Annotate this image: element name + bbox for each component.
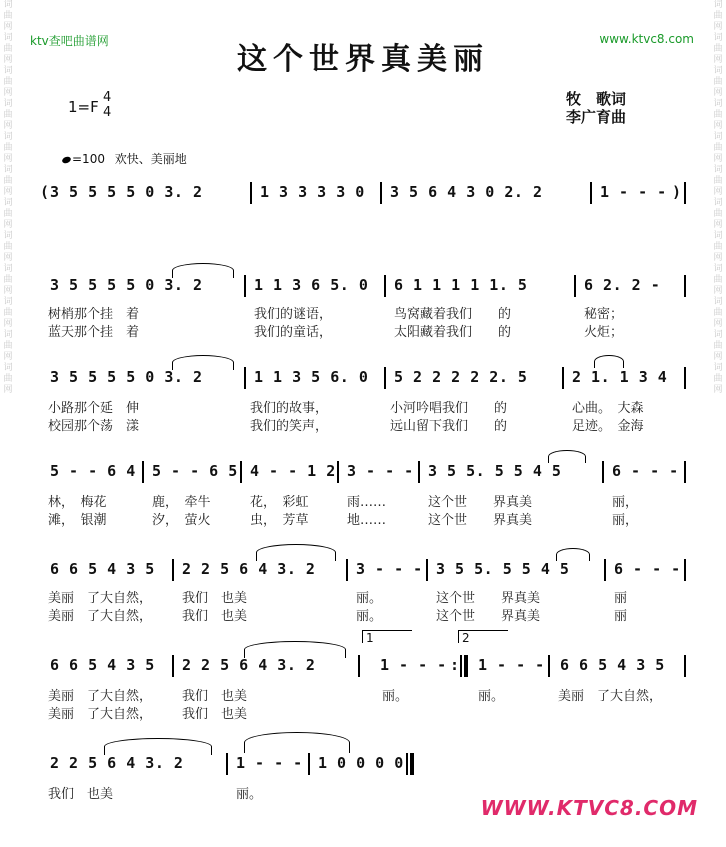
barline <box>562 367 564 389</box>
lyric: 校园那个荡 漾 <box>48 419 140 434</box>
final-barline <box>410 753 414 775</box>
lyric: 这个世 界真美 <box>436 609 541 624</box>
lyric: 丽 <box>614 609 628 624</box>
lyric: 虫， 芳草 <box>250 513 309 528</box>
barline <box>684 182 686 204</box>
measure: 5 - - 6 4 <box>50 462 136 480</box>
barline <box>590 182 592 204</box>
lyric: 我们 也美 <box>182 689 248 704</box>
barline <box>602 461 604 483</box>
measure: 6 6 5 4 3 5 <box>560 656 665 674</box>
lyricist: 牧 歌词 <box>566 90 627 108</box>
lyric: 秘密； <box>584 307 624 322</box>
barline <box>684 275 686 297</box>
barline <box>346 559 348 581</box>
intro-measure: 1 3 3 3 3 0 <box>260 183 365 201</box>
barline <box>418 461 420 483</box>
measure: 1 0 0 0 0 <box>318 754 404 772</box>
meter-top: 4 <box>103 90 112 105</box>
lyric: 丽。 <box>356 609 383 624</box>
meter-bottom: 4 <box>103 105 112 120</box>
barline <box>358 655 360 677</box>
lyric: 美丽 了大自然， <box>48 609 153 624</box>
slur <box>244 732 350 753</box>
credits <box>566 90 626 126</box>
lyric: 我们的故事， <box>250 401 329 416</box>
repeat-barline <box>464 655 468 677</box>
barline <box>380 182 382 204</box>
lyric: 太阳藏着我们 的 <box>394 325 512 340</box>
measure: 1 - - - <box>478 656 545 674</box>
measure: 6 6 5 4 3 5 <box>50 656 155 674</box>
measure: 3 5 5. 5 5 4 5 <box>436 560 570 578</box>
slur <box>594 355 624 368</box>
lyric: 滩， 银潮 <box>48 513 107 528</box>
lyric: 这个世 界真美 <box>428 513 533 528</box>
lyric: 美丽 了大自然， <box>48 707 153 722</box>
tempo-value: =100 <box>72 152 105 166</box>
site-url-right[interactable]: www.ktvc8.com <box>599 32 694 46</box>
measure: 3 - - - <box>347 462 414 480</box>
barline <box>684 367 686 389</box>
measure: 3 5 5 5 5 0 3. 2 <box>50 368 203 386</box>
barline <box>548 655 550 677</box>
barline <box>244 275 246 297</box>
lyric: 丽。 <box>356 591 383 606</box>
lyric: 美丽 了大自然， <box>48 689 153 704</box>
barline <box>384 367 386 389</box>
barline <box>406 753 408 775</box>
barline <box>574 275 576 297</box>
lyric: 地…… <box>347 513 387 528</box>
expression: 欢快、美丽地 <box>114 152 187 166</box>
lyric: 这个世 界真美 <box>436 591 541 606</box>
measure: 1 1 3 6 5. 0 <box>254 276 369 294</box>
barline <box>240 461 242 483</box>
lyric: 远山留下我们 的 <box>390 419 508 434</box>
right-watermark-strip: 词曲网词曲网词曲网词曲网词曲网词曲网词曲网词曲网词曲网词曲网词曲网词曲网 <box>713 0 723 395</box>
lyric: 树梢那个挂 着 <box>48 307 140 322</box>
lyric: 小河吟唱我们 的 <box>390 401 508 416</box>
measure: 6 1 1 1 1 1. 5 <box>394 276 528 294</box>
intro-open-paren: ( <box>40 183 50 201</box>
lyric: 丽 <box>614 591 628 606</box>
intro-measure: 1 - - - <box>600 183 667 201</box>
lyric: 火炬； <box>584 325 624 340</box>
tempo-marking <box>62 150 187 167</box>
measure: 1 - - - <box>236 754 303 772</box>
intro-measure: 3 5 5 5 5 0 3. 2 <box>50 183 203 201</box>
measure: 2 2 5 6 4 3. 2 <box>50 754 184 772</box>
lyric: 丽。 <box>236 787 263 802</box>
barline <box>684 655 686 677</box>
key-signature: 1=F <box>68 98 99 116</box>
lyric: 汐， 萤火 <box>152 513 211 528</box>
site-name-left[interactable]: ktv查吧曲谱网 <box>30 34 109 48</box>
barline <box>604 559 606 581</box>
measure: 4 - - 1 2 <box>250 462 336 480</box>
lyric: 花， 彩虹 <box>250 495 309 510</box>
measure: 3 - - - <box>356 560 423 578</box>
barline <box>460 655 462 677</box>
lyric: 我们 也美 <box>48 787 114 802</box>
repeat-dots: : <box>450 656 460 674</box>
composer: 李广育曲 <box>566 108 627 126</box>
measure: 5 - - 6 5 <box>152 462 238 480</box>
barline <box>337 461 339 483</box>
barline <box>684 461 686 483</box>
quarter-note-icon <box>61 156 72 165</box>
measure: 6 6 5 4 3 5 <box>50 560 155 578</box>
lyric: 小路那个延 伸 <box>48 401 140 416</box>
lyric: 鸟窝藏着我们 的 <box>394 307 512 322</box>
barline <box>384 275 386 297</box>
measure: 2 1. 1 3 4 <box>572 368 668 386</box>
barline <box>684 559 686 581</box>
measure: 1 1 3 5 6. 0 <box>254 368 369 386</box>
slur <box>104 738 212 755</box>
lyric: 我们 也美 <box>182 707 248 722</box>
lyric: 我们的谜语， <box>254 307 333 322</box>
lyric: 我们 也美 <box>182 609 248 624</box>
lyric: 美丽 了大自然， <box>48 591 153 606</box>
barline <box>426 559 428 581</box>
measure: 6 - - - <box>612 462 679 480</box>
lyric: 足迹。 金海 <box>572 419 644 434</box>
lyric: 这个世 界真美 <box>428 495 533 510</box>
measure: 2 2 5 6 4 3. 2 <box>182 656 316 674</box>
barline <box>172 559 174 581</box>
lyric: 蓝天那个挂 着 <box>48 325 140 340</box>
intro-measure: 3 5 6 4 3 0 2. 2 <box>390 183 543 201</box>
time-signature <box>103 90 111 120</box>
volta-2: 2 <box>458 630 508 643</box>
lyric: 林， 梅花 <box>48 495 107 510</box>
measure: 6 - - - <box>614 560 681 578</box>
measure: 6 2. 2 - <box>584 276 661 294</box>
left-watermark-strip: 词曲网词曲网词曲网词曲网词曲网词曲网词曲网词曲网词曲网词曲网词曲网词曲网 <box>3 0 13 395</box>
barline <box>308 753 310 775</box>
lyric: 丽。 <box>478 689 505 704</box>
volta-1: 1 <box>362 630 412 643</box>
lyric: 美丽 了大自然， <box>558 689 663 704</box>
barline <box>226 753 228 775</box>
barline <box>250 182 252 204</box>
lyric: 我们的笑声， <box>250 419 329 434</box>
barline <box>142 461 144 483</box>
lyric: 雨…… <box>347 495 387 510</box>
measure: 3 5 5 5 5 0 3. 2 <box>50 276 203 294</box>
song-title: 这个世界真美丽 <box>237 42 489 77</box>
lyric: 丽。 <box>382 689 409 704</box>
lyric: 我们的童话， <box>254 325 333 340</box>
barline <box>172 655 174 677</box>
measure: 1 - - - <box>380 656 447 674</box>
measure: 5 2 2 2 2 2. 5 <box>394 368 528 386</box>
barline <box>244 367 246 389</box>
lyric: 我们 也美 <box>182 591 248 606</box>
measure: 3 5 5. 5 5 4 5 <box>428 462 562 480</box>
lyric: 丽， <box>612 513 639 528</box>
lyric: 心曲。 大森 <box>572 401 644 416</box>
measure: 2 2 5 6 4 3. 2 <box>182 560 316 578</box>
slur <box>256 544 336 561</box>
lyric: 鹿， 牵牛 <box>152 495 211 510</box>
lyric: 丽， <box>612 495 639 510</box>
intro-close-paren: ) <box>672 183 682 201</box>
site-logo[interactable]: WWW.KTVC8.COM <box>480 796 698 820</box>
